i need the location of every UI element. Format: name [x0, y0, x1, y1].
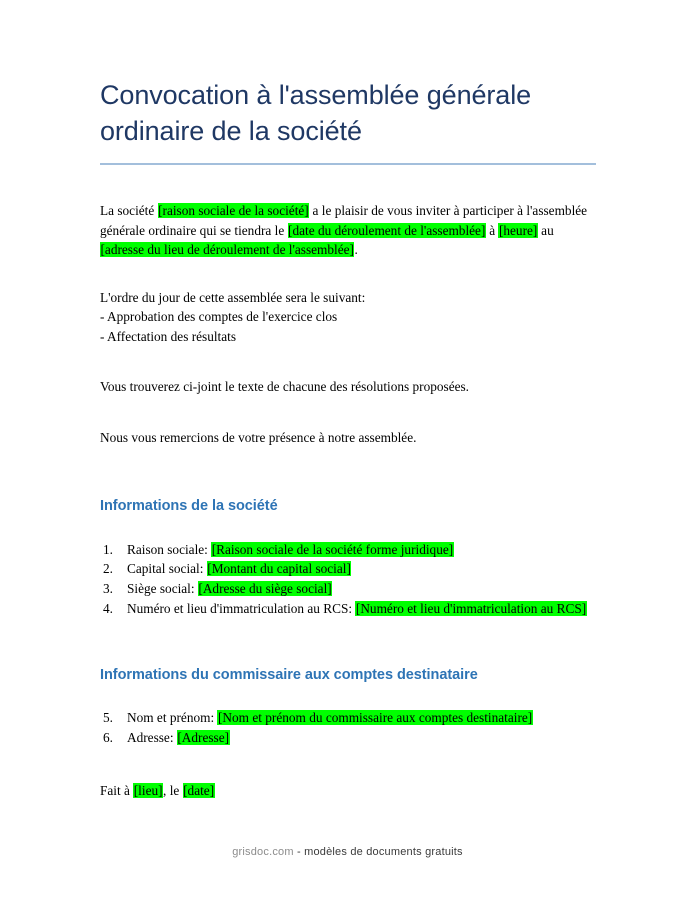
list-marker: 5. [103, 710, 113, 726]
placeholder-rcs[interactable]: [Numéro et lieu d'immatriculation au RCS] [355, 600, 587, 616]
placeholder-meeting-date[interactable]: [date du déroulement de l'assemblée] [288, 222, 486, 238]
auditor-info-list [100, 708, 596, 747]
list-marker: 3. [103, 580, 113, 596]
attachment-note: Vous trouverez ci-joint le texte de chacune des résolutions proposées. [100, 379, 470, 395]
placeholder-meeting-address[interactable]: [adresse du lieu de déroulement de l'assemblée] [100, 242, 354, 258]
placeholder-auditor-name[interactable]: [Nom et prénom du commissaire aux comptes destinataire] [217, 710, 533, 726]
list-marker: 6. [103, 729, 113, 745]
signature-segment-2: , le [163, 782, 183, 798]
list-item-label: Adresse: [127, 729, 177, 745]
placeholder-signature-date[interactable]: [date] [183, 782, 215, 798]
intro-text-segment-5: . [354, 242, 358, 258]
signature-line [100, 781, 596, 801]
page-title-line-1: Convocation à l'assemblée générale [100, 80, 532, 110]
page-footer [0, 846, 695, 858]
document-content [100, 0, 596, 800]
placeholder-auditor-address[interactable]: [Adresse] [177, 729, 230, 745]
intro-text-segment-2: a le plaisir de vous inviter à participer à l'assemblée générale ordinaire qui se tiendra le [100, 203, 588, 238]
list-item-label: Siège social: [127, 580, 198, 596]
list-item [100, 728, 596, 748]
placeholder-raison-sociale[interactable]: [Raison sociale de la société forme juridique] [211, 541, 454, 557]
page-title-line-2: ordinaire de la société [100, 115, 362, 146]
list-marker: 1. [103, 541, 113, 557]
list-item-label: Capital social: [127, 561, 207, 577]
footer-tagline: - modèles de documents gratuits [293, 846, 463, 858]
intro-text-segment-3: à [485, 222, 499, 238]
agenda-lead-text: L'ordre du jour de cette assemblée sera le suivant: [100, 289, 366, 305]
signature-segment-1: Fait à [100, 782, 134, 798]
agenda-block [100, 288, 596, 347]
placeholder-siege-social[interactable]: [Adresse du siège social] [198, 580, 332, 596]
agenda-item-2: - Affectation des résultats [100, 328, 237, 344]
list-item-label: Nom et prénom: [127, 710, 218, 726]
section-heading-company: Informations de la société [100, 497, 278, 514]
list-item-label: Raison sociale: [127, 541, 212, 557]
placeholder-signature-place[interactable]: [lieu] [133, 782, 163, 798]
placeholder-company-name[interactable]: [raison sociale de la société] [158, 203, 309, 219]
list-marker: 2. [103, 561, 113, 577]
title-divider [100, 163, 596, 165]
list-item [100, 708, 596, 728]
footer-brand: grisdoc.com [232, 846, 294, 858]
company-info-list [100, 540, 596, 619]
intro-text-segment-1: La société [100, 203, 158, 219]
agenda-item-1: - Approbation des comptes de l'exercice clos [100, 309, 338, 325]
section-heading-auditor: Informations du commissaire aux comptes destinataire [100, 667, 478, 684]
list-item [100, 599, 596, 619]
list-marker: 4. [103, 600, 113, 616]
intro-text-segment-4: au [537, 222, 554, 238]
page-title [100, 0, 596, 149]
intro-paragraph [100, 201, 596, 260]
placeholder-meeting-time[interactable]: [heure] [498, 222, 538, 238]
list-item [100, 540, 596, 560]
list-item [100, 579, 596, 599]
list-item-label: Numéro et lieu d'immatriculation au RCS: [127, 600, 356, 616]
list-item [100, 559, 596, 579]
thanks-note: Nous vous remercions de votre présence à notre assemblée. [100, 429, 417, 445]
placeholder-capital-social[interactable]: [Montant du capital social] [207, 561, 351, 577]
